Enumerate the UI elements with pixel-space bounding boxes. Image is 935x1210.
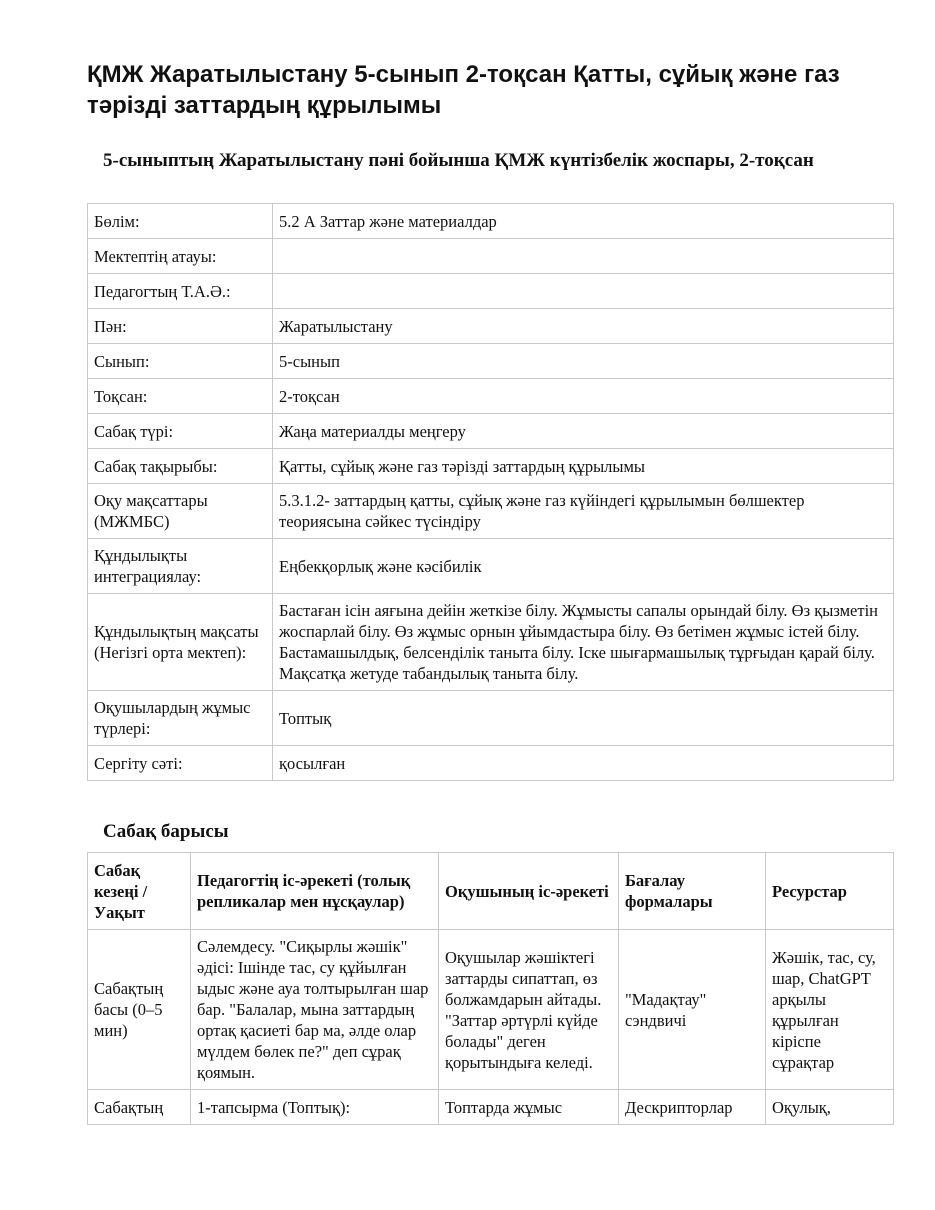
info-value: Қатты, сұйық және газ тәрізді заттардың құрылымы [273, 449, 894, 484]
table-row [88, 239, 894, 274]
table-header-row [88, 853, 894, 930]
table-cell: Оқулық, [766, 1090, 894, 1125]
column-header: Сабақ кезеңі / Уақыт [88, 853, 191, 930]
info-value: 5.3.1.2- заттардың қатты, сұйық және газ күйіндегі құрылымын бөлшектер теориясына сәйкес түсіндіру [273, 484, 894, 539]
table-row [88, 594, 894, 691]
info-value: Жаратылыстану [273, 309, 894, 344]
info-value [273, 239, 894, 274]
lesson-section-heading: Сабақ барысы [103, 821, 229, 842]
table-cell: Дескрипторлар [619, 1090, 766, 1125]
lesson-info-table [87, 203, 894, 781]
info-label: Пән: [88, 309, 273, 344]
info-value: қосылған [273, 746, 894, 781]
info-value: Топтық [273, 691, 894, 746]
info-label: Оқу мақсаттары (МЖМБС) [88, 484, 273, 539]
table-row [88, 204, 894, 239]
table-row [88, 539, 894, 594]
table-cell: Сабақтың басы (0–5 мин) [88, 930, 191, 1090]
info-label: Мектептің атауы: [88, 239, 273, 274]
table-row [88, 930, 894, 1090]
info-label: Сергіту сәті: [88, 746, 273, 781]
table-cell: Жәшік, тас, су, шар, ChatGPT арқылы құрылған кіріспе сұрақтар [766, 930, 894, 1090]
table-row [88, 746, 894, 781]
table-row [88, 414, 894, 449]
table-row [88, 379, 894, 414]
column-header: Оқушының іс-әрекеті [439, 853, 619, 930]
column-header: Ресурстар [766, 853, 894, 930]
table-cell: Топтарда жұмыс [439, 1090, 619, 1125]
table-row [88, 344, 894, 379]
table-row [88, 309, 894, 344]
plan-heading: 5-сыныптың Жаратылыстану пәні бойынша ҚМЖ күнтізбелік жоспары, 2-тоқсан [103, 150, 814, 171]
table-row [88, 449, 894, 484]
table-row [88, 274, 894, 309]
info-label: Бөлім: [88, 204, 273, 239]
info-label: Сынып: [88, 344, 273, 379]
table-row [88, 691, 894, 746]
lesson-progress-table [87, 852, 894, 1125]
info-value: 5-сынып [273, 344, 894, 379]
info-label: Педагогтың Т.А.Ә.: [88, 274, 273, 309]
table-cell: 1-тапсырма (Топтық): [191, 1090, 439, 1125]
info-label: Сабақ тақырыбы: [88, 449, 273, 484]
table-cell: Оқушылар жәшіктегі заттарды сипаттап, өз болжамдарын айтады. "Заттар әртүрлі күйде болады" деген қорытындыға келеді. [439, 930, 619, 1090]
column-header: Бағалау формалары [619, 853, 766, 930]
info-label: Тоқсан: [88, 379, 273, 414]
info-value: 2-тоқсан [273, 379, 894, 414]
info-label: Сабақ түрі: [88, 414, 273, 449]
info-value [273, 274, 894, 309]
table-row [88, 1090, 894, 1125]
table-cell: "Мадақтау" сэндвичі [619, 930, 766, 1090]
table-row [88, 484, 894, 539]
document-title: ҚМЖ Жаратылыстану 5-сынып 2-тоқсан Қатты, сұйық және газ тәрізді заттардың құрылымы [87, 61, 840, 119]
info-value: Бастаған ісін аяғына дейін жеткізе білу. Жұмысты сапалы орындай білу. Өз қызметін жоспарлай білу. Өз жұмыс орнын ұйымдастыра білу. Өз бетімен жұмыс істей білу. Бастамашылдық, белсенділік таныта білу. Іске шығармашылық тұрғыдан қарай білу. Мақсатқа жетуде табандылық таныта білу. [273, 594, 894, 691]
info-value: Жаңа материалды меңгеру [273, 414, 894, 449]
info-value: 5.2 А Заттар және материалдар [273, 204, 894, 239]
info-value: Еңбекқорлық және кәсібилік [273, 539, 894, 594]
table-cell: Сәлемдесу. "Сиқырлы жәшік" әдісі: Ішінде тас, су құйылған ыдыс және ауа толтырылған шар бар. "Балалар, мына заттардың ортақ қасиеті бар ма, әлде олар мүлдем бөлек пе?" деп сұрақ қоямын. [191, 930, 439, 1090]
info-label: Құндылықтың мақсаты (Негізгі орта мектеп): [88, 594, 273, 691]
column-header: Педагогтің іс-әрекеті (толық репликалар мен нұсқаулар) [191, 853, 439, 930]
table-cell: Сабақтың [88, 1090, 191, 1125]
info-label: Оқушылардың жұмыс түрлері: [88, 691, 273, 746]
info-label: Құндылықты интеграциялау: [88, 539, 273, 594]
